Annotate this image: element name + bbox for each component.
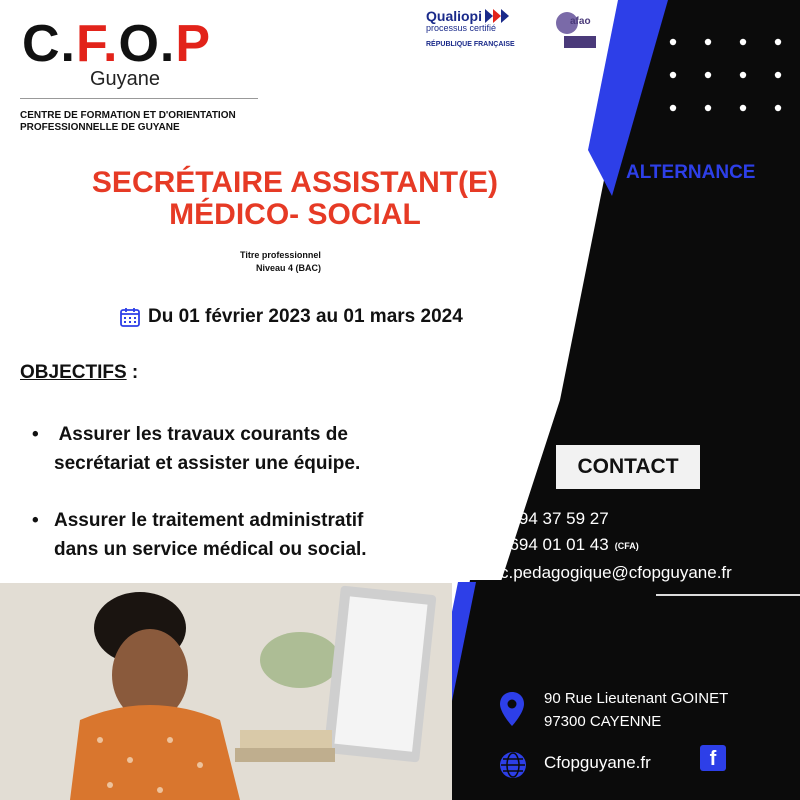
calendar-icon bbox=[120, 307, 140, 327]
globe-icon bbox=[499, 751, 527, 779]
logo-cfop: C.F.O.P bbox=[22, 15, 212, 73]
phone-1[interactable]: 0594 37 59 27 bbox=[500, 509, 609, 528]
date-range-text: Du 01 février 2023 au 01 mars 2024 bbox=[148, 306, 463, 327]
date-range bbox=[120, 306, 463, 328]
logo-divider bbox=[20, 98, 258, 99]
centre-name-line2: PROFESSIONNELLE DE GUYANE bbox=[20, 122, 180, 133]
facebook-icon[interactable]: f bbox=[700, 745, 726, 771]
phone-2[interactable]: 0694 01 01 43 (CFA) bbox=[500, 535, 639, 554]
address-line2: 97300 CAYENNE bbox=[544, 713, 662, 730]
page-title-line2: MÉDICO- SOCIAL bbox=[169, 198, 421, 231]
page-title-line1: SECRÉTAIRE ASSISTANT(E) bbox=[91, 166, 499, 199]
contact-divider bbox=[656, 594, 800, 596]
objectifs-heading: OBJECTIFS : bbox=[20, 362, 139, 383]
afao-badge: afao bbox=[554, 12, 596, 50]
address-line1: 90 Rue Lieutenant GOINET bbox=[544, 690, 729, 707]
objectif-item-2: • Assurer le traitement administratif dans un service médical ou social. bbox=[32, 510, 367, 560]
centre-name-line1: CENTRE DE FORMATION ET D'ORIENTATION bbox=[20, 110, 236, 121]
website-link[interactable]: Cfopguyane.fr bbox=[544, 753, 651, 772]
qualiopi-arrow-icon bbox=[485, 9, 511, 23]
qualiopi-logo: Qualiopi processus certifié RÉPUBLIQUE FRANÇAISE bbox=[426, 8, 515, 48]
photo-woman-computer bbox=[0, 583, 452, 800]
location-pin-icon bbox=[500, 692, 524, 726]
objectif-item-1: • Assurer les travaux courants de secrétariat et assister une équipe. bbox=[32, 424, 361, 474]
titre-pro-line2: Niveau 4 (BAC) bbox=[256, 263, 322, 273]
alternance-label: ALTERNANCE bbox=[626, 162, 756, 183]
contact-heading: CONTACT bbox=[556, 445, 700, 489]
logo-guyane: Guyane bbox=[90, 68, 161, 90]
email-link[interactable]: c.pedagogique@cfopguyane.fr bbox=[500, 563, 732, 582]
titre-pro-line1: Titre professionnel bbox=[240, 250, 321, 260]
